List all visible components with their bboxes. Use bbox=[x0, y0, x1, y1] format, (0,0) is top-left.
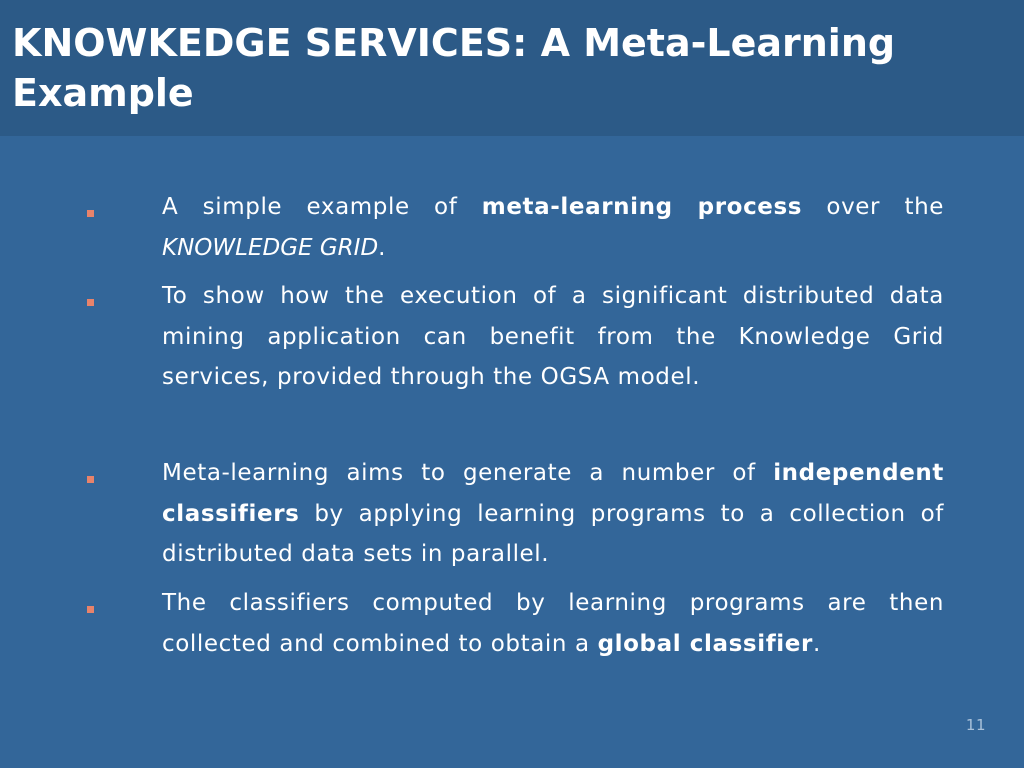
bullet-text bbox=[162, 187, 944, 268]
bullet-text-bold: global classifier bbox=[597, 630, 813, 657]
bullet-square-icon bbox=[87, 299, 94, 306]
bullet-text-bold: meta-learning process bbox=[481, 194, 803, 220]
slide-title: KNOWKEDGE SERVICES: A Meta-Learning Example bbox=[12, 21, 896, 115]
bullet-square-icon bbox=[87, 606, 94, 613]
bullet-text bbox=[162, 453, 944, 575]
page-number: 11 bbox=[965, 716, 986, 734]
bullet-text-plain: . bbox=[378, 234, 387, 261]
bullet-text: To show how the execution of a significant distributed data mining application can benefit from the Knowledge Grid services, provided through the OGSA model. bbox=[162, 283, 944, 390]
bullet-text-plain: A simple example of bbox=[162, 194, 482, 220]
bullet-text-plain: Meta-learning aims to generate a number of bbox=[162, 460, 774, 486]
bullet-text-plain: by applying learning programs to a collection of distributed data sets in parallel. bbox=[162, 500, 944, 567]
bullet-text-plain: The classifiers computed by learning programs are then collected and combined to obtain a bbox=[162, 590, 944, 657]
bullet-square-icon bbox=[87, 210, 94, 217]
bullet-text-plain: . bbox=[812, 630, 821, 657]
bullet-text bbox=[162, 583, 944, 664]
bullet-text-italic: KNOWLEDGE GRID bbox=[162, 234, 379, 261]
bullet-text-plain: over the bbox=[802, 194, 944, 220]
bullet-text-bold: independent classifiers bbox=[162, 460, 944, 527]
bullet-square-icon bbox=[87, 476, 94, 483]
